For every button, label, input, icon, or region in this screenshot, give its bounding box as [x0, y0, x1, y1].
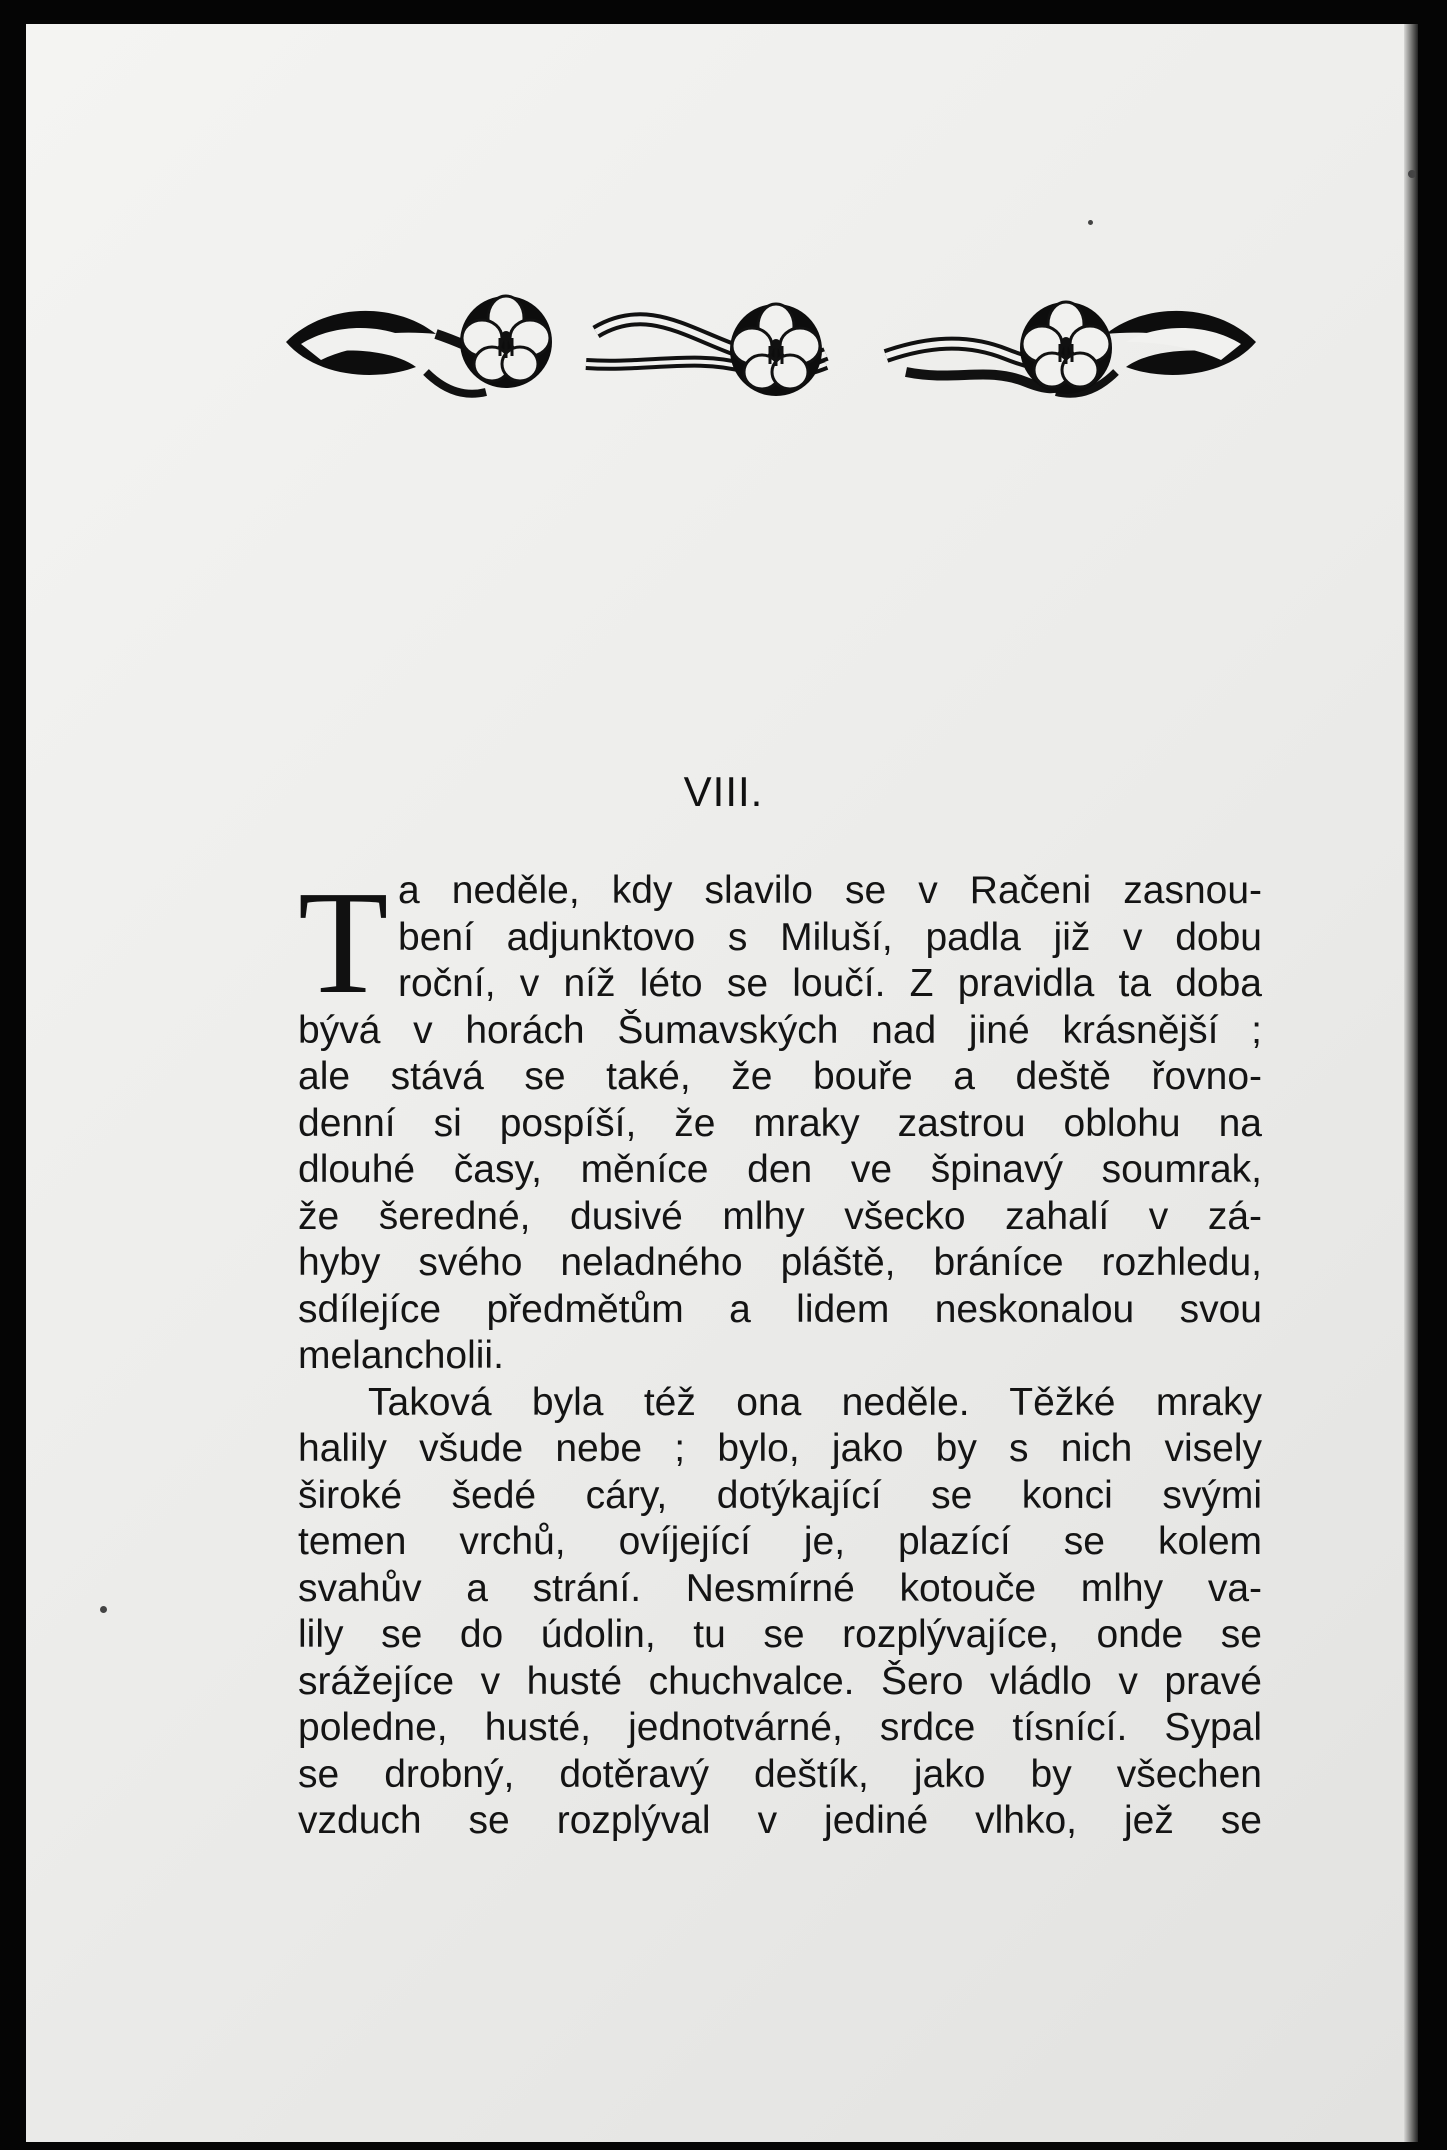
text-line: Taková byla též ona neděle. Těžké mraky — [368, 1380, 1262, 1424]
text-line: sdílejíce předmětům a lidem neskonalou svou — [298, 1287, 1262, 1331]
text-line: bení adjunktovo s Miluší, padla již v dobu — [398, 915, 1262, 959]
text-line: roční, v níž léto se loučí. Z pravidla ta doba — [398, 962, 1262, 1005]
scan-speck — [1408, 170, 1416, 178]
floral-ornament — [266, 272, 1276, 432]
text-line: a neděle, kdy slavilo se v Račeni zasnou- — [398, 869, 1262, 912]
text-line: poledne, husté, jednotvárné, srdce tísnící. Sypal — [298, 1706, 1262, 1749]
text-line: melancholii. — [298, 1334, 504, 1377]
text-line: ale stává se také, že bouře a deště řovno- — [298, 1055, 1262, 1098]
drop-cap: T — [298, 861, 389, 1025]
text-line: srážejíce v husté chuchvalce. Šero vládlo v pravé — [298, 1659, 1262, 1703]
text-line: lily se do údolin, tu se rozplývajíce, onde se — [298, 1613, 1262, 1656]
page-edge — [1404, 24, 1418, 2142]
text-line: dlouhé časy, měníce den ve špinavý soumrak, — [298, 1148, 1262, 1191]
scan-speck — [1088, 220, 1093, 225]
text-line: hyby svého neladného pláště, bráníce rozhledu, — [298, 1241, 1262, 1284]
paragraph-2 — [298, 1380, 1262, 1845]
text-line: bývá v horách Šumavských nad jiné krásnější ; — [298, 1008, 1262, 1052]
text-line: se drobný, dotěravý deštík, jako by všechen — [298, 1752, 1262, 1796]
body-text — [298, 861, 1262, 1845]
text-line: svahův a strání. Nesmírné kotouče mlhy va- — [298, 1566, 1262, 1610]
chapter-heading: VIII. — [683, 768, 764, 815]
text-line: že šeredné, dusivé mlhy všecko zahalí v zá- — [298, 1194, 1262, 1238]
paragraph-1 — [298, 861, 1262, 1380]
text-line: vzduch se rozplýval v jediné vlhko, jež se — [298, 1799, 1262, 1842]
text-line: halily všude nebe ; bylo, jako by s nich visely — [298, 1427, 1262, 1470]
scan-speck — [100, 1606, 107, 1613]
text-line: široké šedé cáry, dotýkající se konci svými — [298, 1473, 1262, 1517]
text-line: denní si pospíší, že mraky zastrou oblohu na — [298, 1101, 1262, 1145]
text-line: temen vrchů, ovíjející je, plazící se kolem — [298, 1520, 1262, 1563]
